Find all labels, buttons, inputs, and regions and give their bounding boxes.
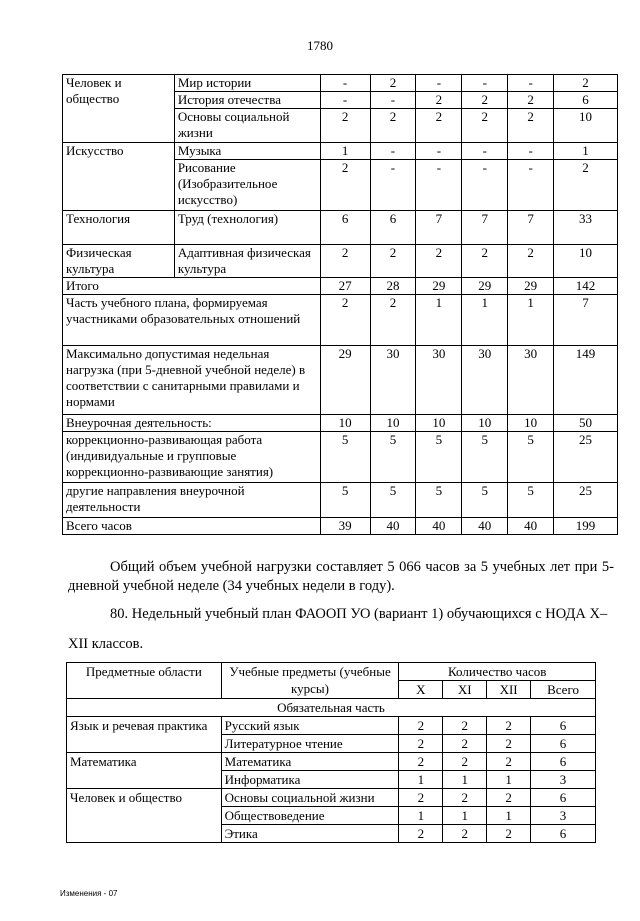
hours-value: 2 xyxy=(554,160,618,211)
table-row xyxy=(63,278,618,295)
hours-value: - xyxy=(370,160,416,211)
hours-value: 2 xyxy=(487,825,531,843)
row-label: Всего часов xyxy=(63,518,321,535)
hours-value: 7 xyxy=(462,211,508,245)
hours-value: 6 xyxy=(531,789,596,807)
header-grade: X xyxy=(399,681,443,699)
hours-value: 30 xyxy=(416,346,462,415)
hours-value: - xyxy=(320,92,370,109)
table-row xyxy=(63,432,618,483)
table-row xyxy=(63,245,618,278)
hours-value: 3 xyxy=(531,771,596,789)
hours-value: 40 xyxy=(462,518,508,535)
hours-value: 10 xyxy=(320,415,370,432)
hours-value: 10 xyxy=(554,245,618,278)
hours-value: 2 xyxy=(443,825,487,843)
hours-value: 10 xyxy=(554,109,618,143)
hours-value: 40 xyxy=(370,518,416,535)
hours-value: 149 xyxy=(554,346,618,415)
hours-value: 6 xyxy=(531,825,596,843)
table-row xyxy=(63,483,618,518)
hours-value: 1 xyxy=(399,771,443,789)
hours-value: 142 xyxy=(554,278,618,295)
hours-value: 2 xyxy=(399,753,443,771)
hours-value: 2 xyxy=(443,735,487,753)
hours-value: 1 xyxy=(443,771,487,789)
hours-value: 5 xyxy=(508,432,554,483)
header-hours: Количество часов xyxy=(399,663,596,681)
subject-name: Литературное чтение xyxy=(221,735,399,753)
hours-value: 10 xyxy=(508,415,554,432)
hours-value: 2 xyxy=(487,735,531,753)
hours-value: 7 xyxy=(416,211,462,245)
hours-value: 3 xyxy=(531,807,596,825)
subject-name: Рисование (Изобразительное искусство) xyxy=(174,160,320,211)
hours-value: 1 xyxy=(487,807,531,825)
hours-value: 5 xyxy=(416,432,462,483)
hours-value: 2 xyxy=(487,717,531,735)
hours-value: 39 xyxy=(320,518,370,535)
hours-value: 27 xyxy=(320,278,370,295)
subject-area: Физическая культура xyxy=(63,245,175,278)
hours-value: - xyxy=(508,75,554,92)
hours-value: - xyxy=(462,143,508,160)
hours-value: 6 xyxy=(531,753,596,771)
hours-value: 10 xyxy=(416,415,462,432)
section-row xyxy=(67,699,596,717)
hours-value: 29 xyxy=(416,278,462,295)
hours-value: 50 xyxy=(554,415,618,432)
hours-value: 6 xyxy=(320,211,370,245)
hours-value: 1 xyxy=(462,295,508,346)
hours-value: 6 xyxy=(531,735,596,753)
subject-area: Человек и общество xyxy=(63,75,175,143)
hours-value: 30 xyxy=(462,346,508,415)
footer-note: Изменения - 07 xyxy=(60,889,118,898)
hours-value: 1 xyxy=(487,771,531,789)
section-title: Обязательная часть xyxy=(67,699,596,717)
hours-value: 2 xyxy=(370,75,416,92)
subject-area: Технология xyxy=(63,211,175,245)
header-area: Предметные области xyxy=(67,663,222,699)
hours-value: 2 xyxy=(320,295,370,346)
subject-name: Основы социальной жизни xyxy=(221,789,399,807)
hours-value: 28 xyxy=(370,278,416,295)
hours-value: 2 xyxy=(462,109,508,143)
hours-value: 2 xyxy=(554,75,618,92)
hours-value: 29 xyxy=(508,278,554,295)
subject-area: Математика xyxy=(67,753,222,789)
subject-name: Информатика xyxy=(221,771,399,789)
table-row xyxy=(63,295,618,346)
hours-value: - xyxy=(416,160,462,211)
hours-value: 1 xyxy=(399,807,443,825)
row-label: Часть учебного плана, формируемая участниками образовательных отношений xyxy=(63,295,321,346)
table-row xyxy=(63,415,618,432)
hours-value: 40 xyxy=(416,518,462,535)
hours-value: 2 xyxy=(399,735,443,753)
plan-heading-paragraph: 80. Недельный учебный план ФАООП УО (вариант 1) обучающихся с НОДА X–XII классов. xyxy=(68,606,608,652)
subject-name: Адаптивная физическая культура xyxy=(174,245,320,278)
hours-value: - xyxy=(370,92,416,109)
hours-value: 7 xyxy=(554,295,618,346)
subject-name: Обществоведение xyxy=(221,807,399,825)
hours-value: 25 xyxy=(554,483,618,518)
hours-value: 2 xyxy=(443,753,487,771)
hours-value: 29 xyxy=(462,278,508,295)
hours-value: 30 xyxy=(370,346,416,415)
page-number: 1780 xyxy=(307,38,333,53)
header-grade: XI xyxy=(443,681,487,699)
header-grade: Всего xyxy=(531,681,596,699)
table-row xyxy=(63,143,618,160)
subject-area: Человек и общество xyxy=(67,789,222,843)
hours-value: 2 xyxy=(416,92,462,109)
subject-name: Мир истории xyxy=(174,75,320,92)
hours-value: 2 xyxy=(320,109,370,143)
hours-value: 2 xyxy=(487,753,531,771)
hours-value: 6 xyxy=(554,92,618,109)
hours-value: 6 xyxy=(370,211,416,245)
subject-area: Искусство xyxy=(63,143,175,211)
table-row xyxy=(67,717,596,735)
hours-value: 2 xyxy=(508,245,554,278)
hours-value: - xyxy=(508,160,554,211)
hours-value: 33 xyxy=(554,211,618,245)
total-load-paragraph: Общий объем учебной нагрузки составляет 5 066 часов за 5 учебных лет при 5-дневной учебной неделе (34 учебных недели в году). xyxy=(68,559,614,594)
hours-value: 5 xyxy=(508,483,554,518)
hours-value: 2 xyxy=(508,109,554,143)
hours-value: 5 xyxy=(462,432,508,483)
hours-value: 2 xyxy=(462,245,508,278)
row-label: Итого xyxy=(63,278,321,295)
hours-value: 5 xyxy=(320,483,370,518)
row-label: другие направления внеурочной деятельности xyxy=(63,483,321,518)
hours-value: - xyxy=(462,75,508,92)
hours-value: - xyxy=(416,75,462,92)
hours-value: 1 xyxy=(416,295,462,346)
table-row xyxy=(63,75,618,92)
hours-value: 25 xyxy=(554,432,618,483)
hours-value: 7 xyxy=(508,211,554,245)
header-subject: Учебные предметы (учебные курсы) xyxy=(221,663,399,699)
hours-value: 1 xyxy=(508,295,554,346)
hours-value: 2 xyxy=(416,109,462,143)
hours-value: - xyxy=(320,75,370,92)
hours-value: 2 xyxy=(462,92,508,109)
hours-value: 5 xyxy=(370,483,416,518)
hours-value: - xyxy=(416,143,462,160)
row-label: Внеурочная деятельность: xyxy=(63,415,321,432)
hours-value: 2 xyxy=(370,245,416,278)
header-row xyxy=(67,663,596,681)
hours-value: 2 xyxy=(370,295,416,346)
hours-value: - xyxy=(508,143,554,160)
table-row xyxy=(63,346,618,415)
hours-value: 5 xyxy=(370,432,416,483)
header-grade: XII xyxy=(487,681,531,699)
table-row xyxy=(63,518,618,535)
subject-name: Этика xyxy=(221,825,399,843)
hours-value: 6 xyxy=(531,717,596,735)
hours-value: 10 xyxy=(462,415,508,432)
curriculum-table-continued xyxy=(62,74,618,535)
table-row xyxy=(67,753,596,771)
subject-name: Математика xyxy=(221,753,399,771)
hours-value: 5 xyxy=(462,483,508,518)
weekly-plan-table xyxy=(66,662,596,843)
subject-area: Язык и речевая практика xyxy=(67,717,222,753)
hours-value: 2 xyxy=(399,825,443,843)
subject-name: Русский язык xyxy=(221,717,399,735)
table-row xyxy=(63,211,618,245)
hours-value: 2 xyxy=(320,245,370,278)
hours-value: 2 xyxy=(508,92,554,109)
hours-value: - xyxy=(462,160,508,211)
hours-value: 1 xyxy=(320,143,370,160)
hours-value: 1 xyxy=(443,807,487,825)
subject-name: История отечества xyxy=(174,92,320,109)
hours-value: 2 xyxy=(443,717,487,735)
subject-name: Труд (технология) xyxy=(174,211,320,245)
hours-value: 1 xyxy=(554,143,618,160)
hours-value: 2 xyxy=(416,245,462,278)
hours-value: 30 xyxy=(508,346,554,415)
subject-name: Основы социальной жизни xyxy=(174,109,320,143)
hours-value: 2 xyxy=(487,789,531,807)
hours-value: 5 xyxy=(320,432,370,483)
hours-value: 2 xyxy=(443,789,487,807)
subject-name: Музыка xyxy=(174,143,320,160)
hours-value: 2 xyxy=(320,160,370,211)
hours-value: 2 xyxy=(399,789,443,807)
hours-value: 10 xyxy=(370,415,416,432)
hours-value: 2 xyxy=(370,109,416,143)
hours-value: 29 xyxy=(320,346,370,415)
table-row xyxy=(67,789,596,807)
hours-value: 40 xyxy=(508,518,554,535)
hours-value: 2 xyxy=(399,717,443,735)
row-label: Максимально допустимая недельная нагрузка (при 5-дневной учебной неделе) в соответствии с санитарными правилами и нормами xyxy=(63,346,321,415)
row-label: коррекционно-развивающая работа (индивидуальные и групповые коррекционно-развивающие занятия) xyxy=(63,432,321,483)
hours-value: 199 xyxy=(554,518,618,535)
hours-value: 5 xyxy=(416,483,462,518)
hours-value: - xyxy=(370,143,416,160)
